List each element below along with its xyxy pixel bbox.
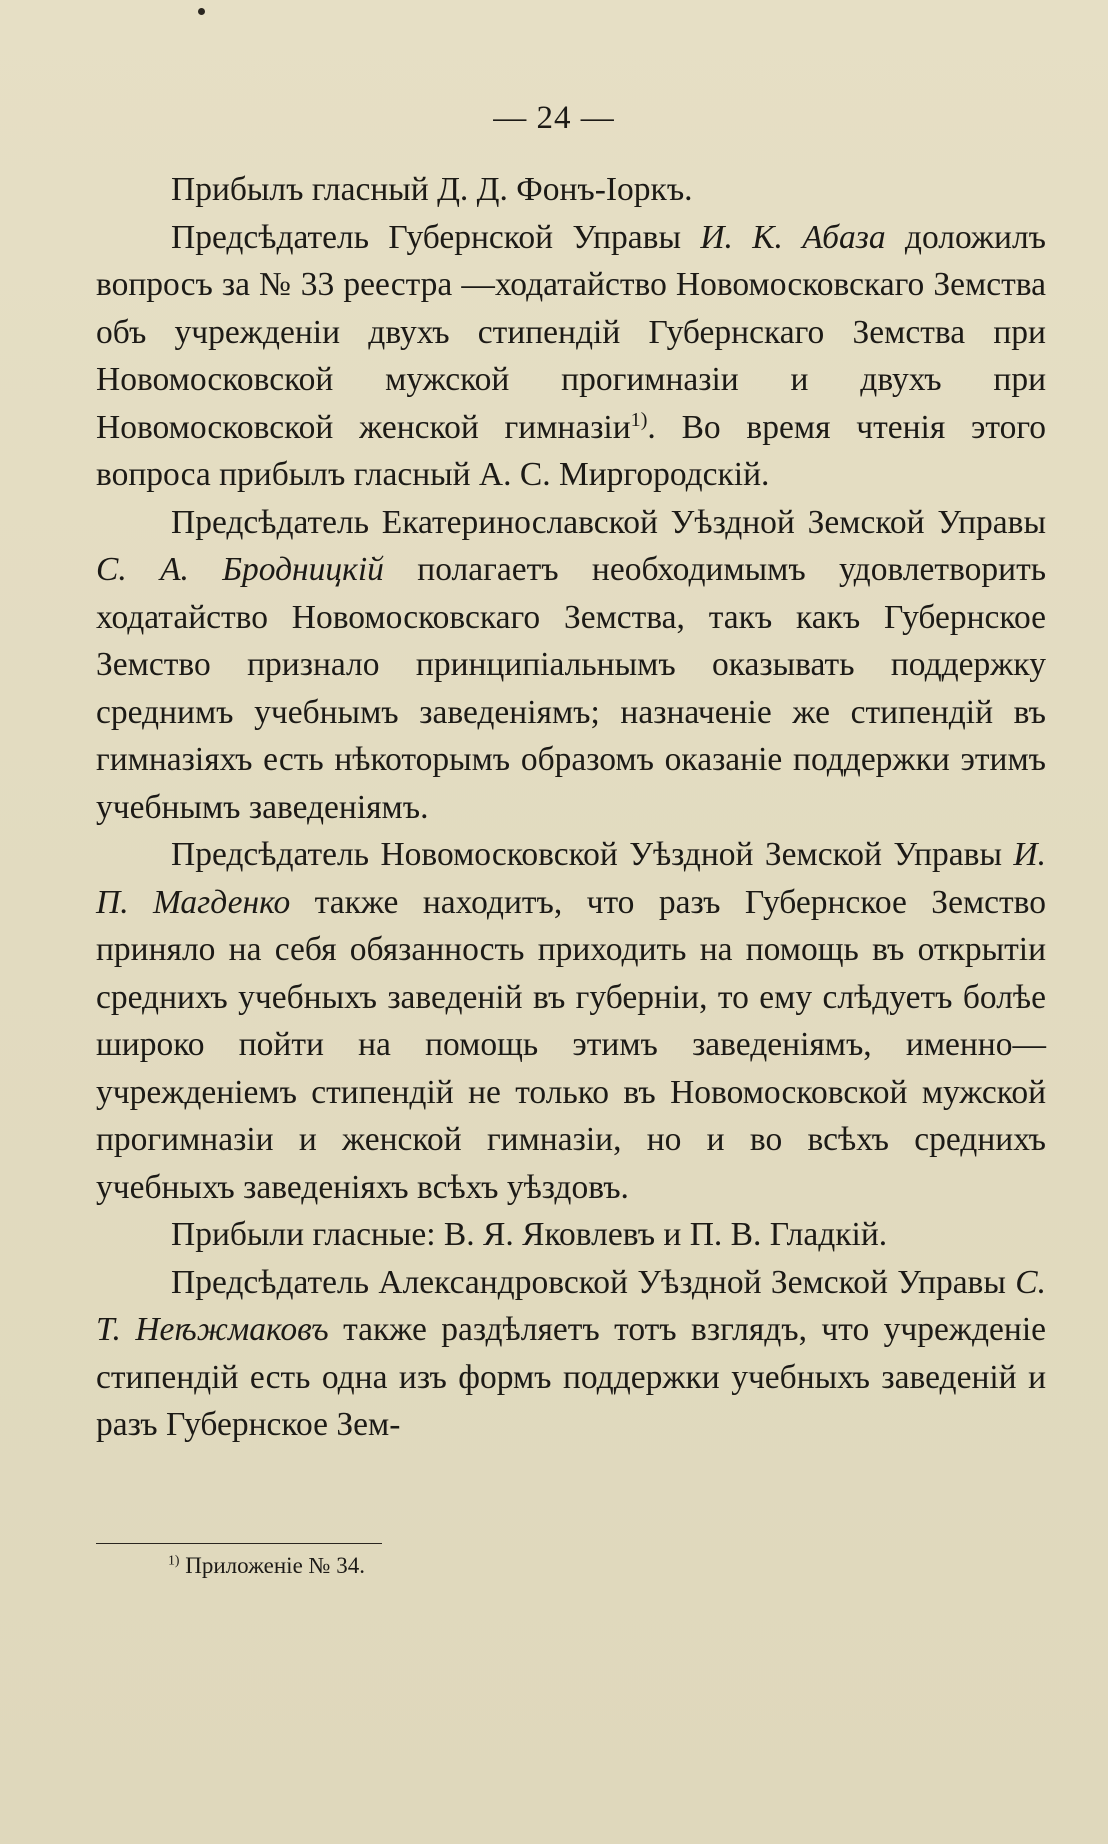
paragraph-2-text-end: . Во время чтенія этого вопроса прибылъ гласный А. С. Миргородскій.: [96, 408, 1047, 493]
paragraph-6-text-end: также раздѣляетъ тотъ взглядъ, что учрежденіе стипендій есть одна изъ формъ поддержки учебныхъ заведеній и разъ Губернское Зем-: [96, 1311, 1046, 1443]
paragraph-3-text-end: полагаетъ необходимымъ удовлетворить ходатайство Новомосковскаго Земства, такъ какъ Губернское Земство признало принципіальнымъ оказывать поддержку среднимъ учебнымъ заведеніямъ; назначеніе же стипендій въ гимназіяхъ есть нѣкоторымъ образомъ оказаніе поддержки этимъ учебнымъ заведеніямъ.: [96, 551, 1047, 826]
paragraph-4-text-start: Предсѣдатель Новомосковской Уѣздной Земской Управы: [171, 836, 1014, 873]
ink-speck: [198, 8, 205, 15]
footnote-divider: [96, 1543, 382, 1544]
footnote-reference: 1): [630, 408, 648, 431]
paragraph-6-person-name: С. Т. Неѣжмаковъ: [96, 1263, 1046, 1348]
paragraph-6: [96, 1259, 1046, 1449]
paragraph-1: [96, 166, 1046, 214]
paragraph-5-text: Прибыли гласные: В. Я. Яковлевъ и П. В. Гладкій.: [171, 1216, 888, 1253]
paragraph-2-text-middle: доложилъ вопросъ за № 33 реестра —ходатайство Новомосковскаго Земства объ учрежденіи двухъ стипендій Губернскаго Земства при Новомосковской мужской прогимназіи и двухъ при Новомосковской женской гимназіи: [96, 218, 1047, 446]
paragraph-3-person-name: С. А. Бродницкій: [96, 551, 384, 588]
paragraph-2-text-start: Предсѣдатель Губернской Управы: [171, 218, 701, 256]
footnote-marker: 1): [168, 1552, 180, 1568]
paragraph-2-person-name: И. К. Абаза: [700, 218, 886, 256]
paragraph-4-text-end: также находитъ, что разъ Губернское Земство приняло на себя обязанность приходить на помощь въ открытіи среднихъ учебныхъ заведеній въ губерніи, то ему слѣдуетъ болѣе широко пойти на помощь этимъ заведеніямъ, именно—учрежденіемъ стипендій не только въ Новомосковской мужской прогимназіи и женской гимназіи, но и во всѣхъ среднихъ учебныхъ заведеніяхъ всѣхъ уѣздовъ.: [96, 883, 1047, 1206]
page-number: — 24 —: [493, 100, 615, 136]
paragraph-3-text-start: Предсѣдатель Екатеринославской Уѣздной Земской Управы: [171, 503, 1046, 541]
footnote: [168, 1551, 365, 1581]
footnote-text: Приложеніе № 34.: [179, 1553, 365, 1578]
paragraph-3: [96, 499, 1046, 832]
paragraph-5: [96, 1211, 1046, 1259]
paragraph-4-person-name: И. П. Магденко: [96, 836, 1046, 921]
paragraph-2: [96, 214, 1046, 499]
body-text: [96, 166, 1046, 1449]
paragraph-1-text: Прибылъ гласный Д. Д. Фонъ-Іоркъ.: [171, 171, 693, 208]
paragraph-6-text-start: Предсѣдатель Александровской Уѣздной Земской Управы: [171, 1263, 1016, 1301]
paragraph-4: [96, 831, 1046, 1211]
